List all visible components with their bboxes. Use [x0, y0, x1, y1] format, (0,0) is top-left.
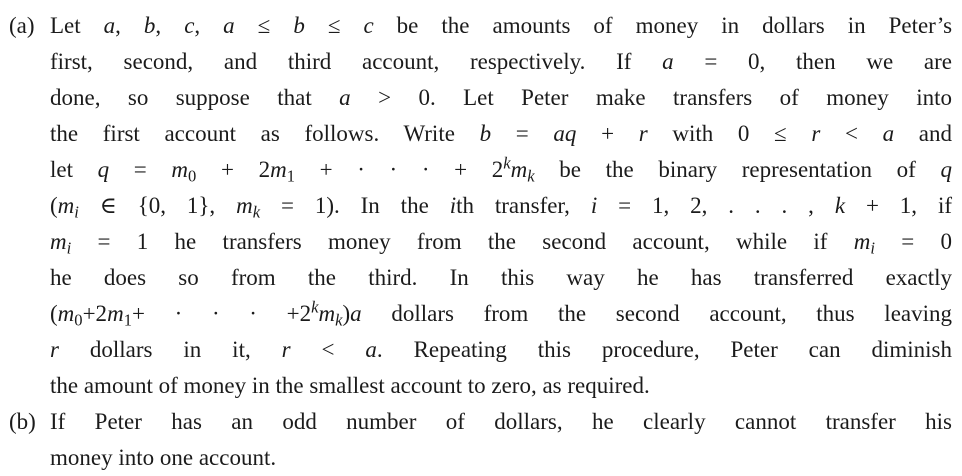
body-text: done, so suppose that — [50, 85, 340, 110]
math-text: b — [479, 121, 492, 146]
math-text: a — [882, 121, 895, 146]
body-text: > 0. Let Peter make transfers of money into — [350, 85, 952, 110]
body-text: ( — [50, 301, 58, 326]
math-text: k — [311, 297, 319, 317]
math-text: m — [318, 301, 336, 326]
body-text: ∈ {0, 1}, — [78, 193, 237, 218]
body-text: , — [155, 13, 185, 38]
body-text: dollars in it, — [58, 337, 282, 362]
math-text: i — [66, 238, 72, 258]
math-text: a — [339, 85, 351, 110]
body-text: be the binary representation of — [534, 157, 941, 182]
body-text: first, second, and third account, respectively. If — [50, 49, 663, 74]
math-text: r — [811, 121, 821, 146]
body-text: th transfer, — [456, 193, 591, 218]
math-text: m — [107, 301, 124, 326]
body-text: = 0, then we are — [673, 49, 952, 74]
math-text: r — [638, 121, 648, 146]
math-text: i — [449, 193, 457, 218]
text-line — [50, 368, 952, 404]
body-text: , — [115, 13, 144, 38]
body-text: = 1). In the — [260, 193, 450, 218]
solution-item-b — [9, 404, 952, 476]
body-text: < — [820, 121, 883, 146]
text-line — [50, 8, 952, 44]
math-text: m — [57, 193, 75, 218]
body-text: + 1, if — [845, 193, 952, 218]
text-line — [50, 332, 952, 368]
body-text: dollars from the second account, thus leaving — [361, 301, 953, 326]
body-text: + — [576, 121, 639, 146]
math-text: m — [57, 301, 75, 326]
math-text: b — [293, 13, 305, 38]
math-text: m — [270, 157, 287, 182]
math-text: m — [50, 229, 67, 254]
math-text: c — [363, 13, 374, 38]
text-line — [50, 116, 952, 152]
body-text: = 1, 2, . . . , — [597, 193, 835, 218]
body-text: 0 — [188, 166, 197, 186]
text-line — [50, 188, 952, 224]
math-text: m — [236, 193, 253, 218]
math-text: b — [143, 13, 156, 38]
math-text: a — [662, 49, 674, 74]
math-text: k — [503, 153, 511, 173]
body-text: the amount of money in the smallest account to zero, as required. — [50, 373, 650, 398]
body-text: . Repeating this procedure, Peter can diminish — [376, 337, 952, 362]
item-label: (b) — [9, 409, 36, 434]
text-line — [50, 152, 952, 188]
body-text: and — [894, 121, 952, 146]
math-text: i — [74, 202, 79, 222]
body-text: + · · · +2 — [131, 301, 312, 326]
text-line — [50, 260, 952, 296]
body-text: If Peter has an odd number of dollars, he clearly cannot transfer his — [50, 409, 952, 434]
body-text: = 0 — [874, 229, 952, 254]
solution-item-a — [9, 8, 952, 404]
body-text: 0 — [74, 310, 83, 330]
math-text: k — [335, 310, 343, 330]
body-text: he does so from the third. In this way he has transferred exactly — [50, 265, 952, 290]
math-text: i — [870, 238, 875, 258]
body-text: 1 — [286, 166, 295, 186]
math-text: c — [184, 13, 195, 38]
text-line — [50, 296, 952, 332]
item-label: (a) — [9, 13, 35, 38]
body-text: < — [290, 337, 366, 362]
math-text: m — [171, 157, 189, 182]
body-text: , — [194, 13, 224, 38]
body-text: let — [50, 157, 98, 182]
text-line — [50, 44, 952, 80]
body-text: 1 — [123, 310, 132, 330]
body-text: +2 — [82, 301, 108, 326]
text-line — [50, 404, 952, 440]
math-text: q — [97, 157, 110, 182]
text-line — [50, 80, 952, 116]
body-text: = — [109, 157, 172, 182]
math-text: a — [223, 13, 235, 38]
math-text: m — [853, 229, 871, 254]
math-text: r — [281, 337, 291, 362]
math-text: q — [940, 157, 952, 182]
body-text: ( — [50, 193, 58, 218]
math-text: i — [590, 193, 598, 218]
body-text: = — [491, 121, 554, 146]
body-text: be the amounts of money in dollars in Peter’s — [373, 13, 953, 38]
body-text: + · · · + 2 — [294, 157, 504, 182]
math-text: k — [252, 202, 261, 222]
body-text: = 1 he transfers money from the second account, while if — [71, 229, 854, 254]
body-text: ≤ — [234, 13, 294, 38]
body-text: money into one account. — [50, 445, 277, 470]
math-text: m — [510, 157, 528, 182]
body-text: + 2 — [196, 157, 271, 182]
body-text: Let — [50, 13, 104, 38]
body-text: ≤ — [304, 13, 364, 38]
math-text: aq — [553, 121, 577, 146]
math-text: a — [350, 301, 362, 326]
math-text: k — [834, 193, 846, 218]
body-text: ) — [342, 301, 351, 326]
math-text: k — [527, 166, 535, 186]
math-text: a — [103, 13, 116, 38]
text-line — [50, 440, 952, 476]
math-text: r — [50, 337, 59, 362]
body-text: with 0 ≤ — [647, 121, 812, 146]
text-line — [50, 224, 952, 260]
math-text: a — [365, 337, 377, 362]
body-text: the first account as follows. Write — [50, 121, 480, 146]
